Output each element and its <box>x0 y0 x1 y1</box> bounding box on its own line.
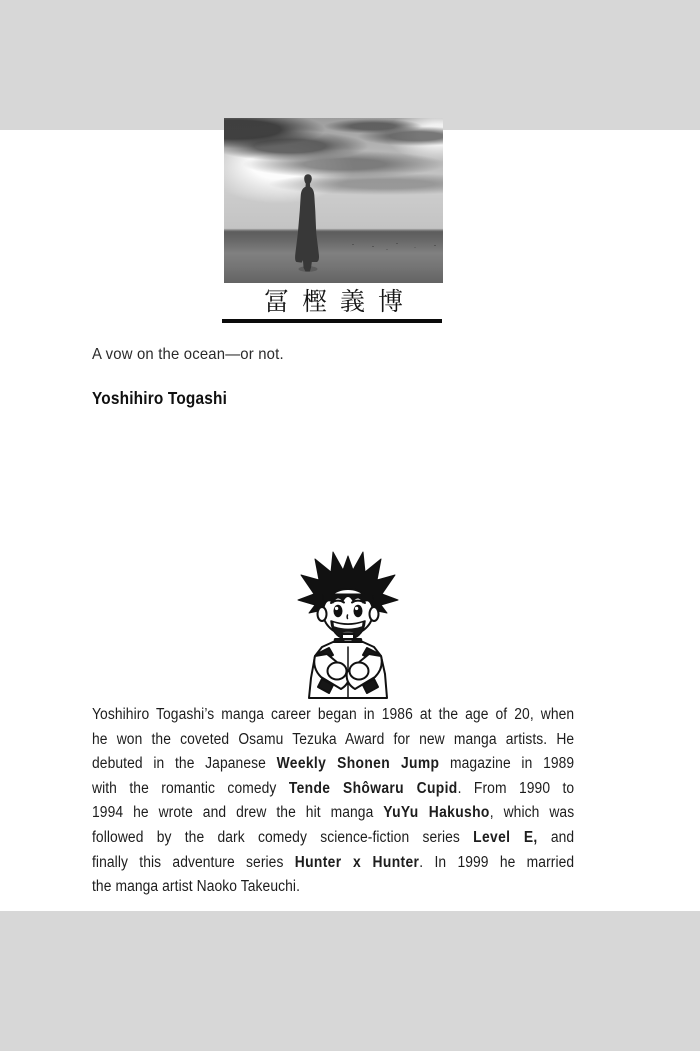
gon-fist-left <box>328 663 347 680</box>
bio-line: followed by the dark comedy science-fiction series Level E, and <box>92 828 575 846</box>
gon-illustration <box>293 550 403 700</box>
author-kanji-name: 冨樫義博 <box>263 287 416 316</box>
bio-line: he won the coveted Osamu Tezuka Award for new manga artists. He <box>92 730 575 748</box>
bio-line: Yoshihiro Togashi’s manga career began in 1986 at the age of 20, when <box>92 706 575 723</box>
gon-ear-right <box>370 607 379 621</box>
bio-line: finally this adventure series Hunter x Hunter. In 1999 he married <box>92 853 575 871</box>
bio-paragraph <box>92 703 574 900</box>
person-silhouette <box>289 173 327 274</box>
bio-line: debuted in the Japanese Weekly Shonen Jump magazine in 1989 <box>92 755 575 773</box>
author-photo-ocean <box>224 118 443 283</box>
gon-fist-right <box>350 663 369 680</box>
bio-line: the manga artist Naoko Takeuchi. <box>92 878 301 896</box>
name-underline-rule <box>222 319 442 323</box>
bottom-gray-band <box>0 911 700 1051</box>
photo-caption: A vow on the ocean—or not. <box>92 346 284 363</box>
bio-line: with the romantic comedy Tende Shôwaru Cupid. From 1990 to <box>92 779 575 797</box>
top-gray-band <box>0 0 700 130</box>
author-name: Yoshihiro Togashi <box>92 388 228 408</box>
gon-ear-left <box>318 607 327 621</box>
bio-line: 1994 he wrote and drew the hit manga YuYu Hakusho, which was <box>92 804 575 822</box>
